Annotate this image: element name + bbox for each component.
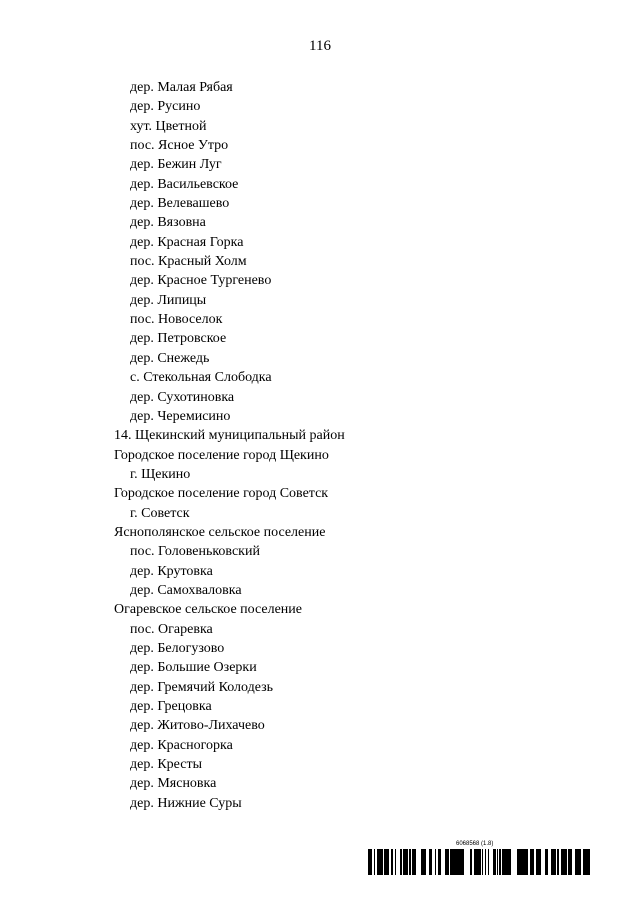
list-item: дер. Велевашево xyxy=(130,196,230,212)
page-number: 116 xyxy=(309,38,331,54)
section-heading: Огаревское сельское поселение xyxy=(114,602,302,618)
list-item: пос. Новоселок xyxy=(130,312,223,328)
section-heading: Яснополянское сельское поселение xyxy=(114,524,326,540)
list-item: пос. Ясное Утро xyxy=(130,138,229,154)
list-item: дер. Житово-Лихачево xyxy=(130,718,265,734)
list-item: дер. Черемисино xyxy=(130,408,231,424)
list-item: дер. Русино xyxy=(130,99,201,115)
list-item: пос. Огаревка xyxy=(130,621,213,637)
list-item: дер. Вязовна xyxy=(130,215,206,231)
list-item: г. Щекино xyxy=(130,466,191,482)
list-item: дер. Бежин Луг xyxy=(130,157,222,173)
list-item: дер. Сухотиновка xyxy=(130,389,235,405)
list-item: дер. Малая Рябая xyxy=(130,80,233,95)
list-item: дер. Липицы xyxy=(130,292,207,308)
list-item: дер. Красногорка xyxy=(130,737,233,753)
list-item: дер. Крутовка xyxy=(130,563,213,579)
list-item: пос. Красный Холм xyxy=(130,254,247,270)
list-item: пос. Головеньковский xyxy=(130,544,260,560)
barcode-image xyxy=(368,849,590,875)
list-item: с. Стекольная Слободка xyxy=(130,370,272,386)
list-item: дер. Петровское xyxy=(130,331,227,347)
list-item: дер. Кресты xyxy=(130,757,202,773)
section-heading: Городское поселение город Советск xyxy=(114,486,329,502)
list-item: дер. Грецовка xyxy=(130,699,212,714)
section-heading: 14. Щекинский муниципальный район xyxy=(114,428,345,444)
list-item: дер. Красное Тургенево xyxy=(130,273,272,289)
document-text xyxy=(114,78,594,813)
section-heading: Городское поселение город Щекино xyxy=(114,447,329,463)
list-item: г. Советск xyxy=(130,505,190,521)
list-item: дер. Большие Озерки xyxy=(130,660,257,676)
list-item: дер. Белогузово xyxy=(130,640,225,656)
list-item: дер. Васильевское xyxy=(130,176,239,192)
barcode-caption: 6068568 (1.8) xyxy=(456,841,494,847)
list-item: дер. Нижние Суры xyxy=(130,795,242,811)
list-item: дер. Самохваловка xyxy=(130,582,242,598)
list-item: дер. Красная Горка xyxy=(130,234,244,250)
list-item: хут. Цветной xyxy=(130,118,207,134)
list-item: дер. Мясновка xyxy=(130,776,217,792)
list-item: дер. Снежедь xyxy=(130,350,210,366)
list-item: дер. Гремячий Колодезь xyxy=(130,679,274,695)
